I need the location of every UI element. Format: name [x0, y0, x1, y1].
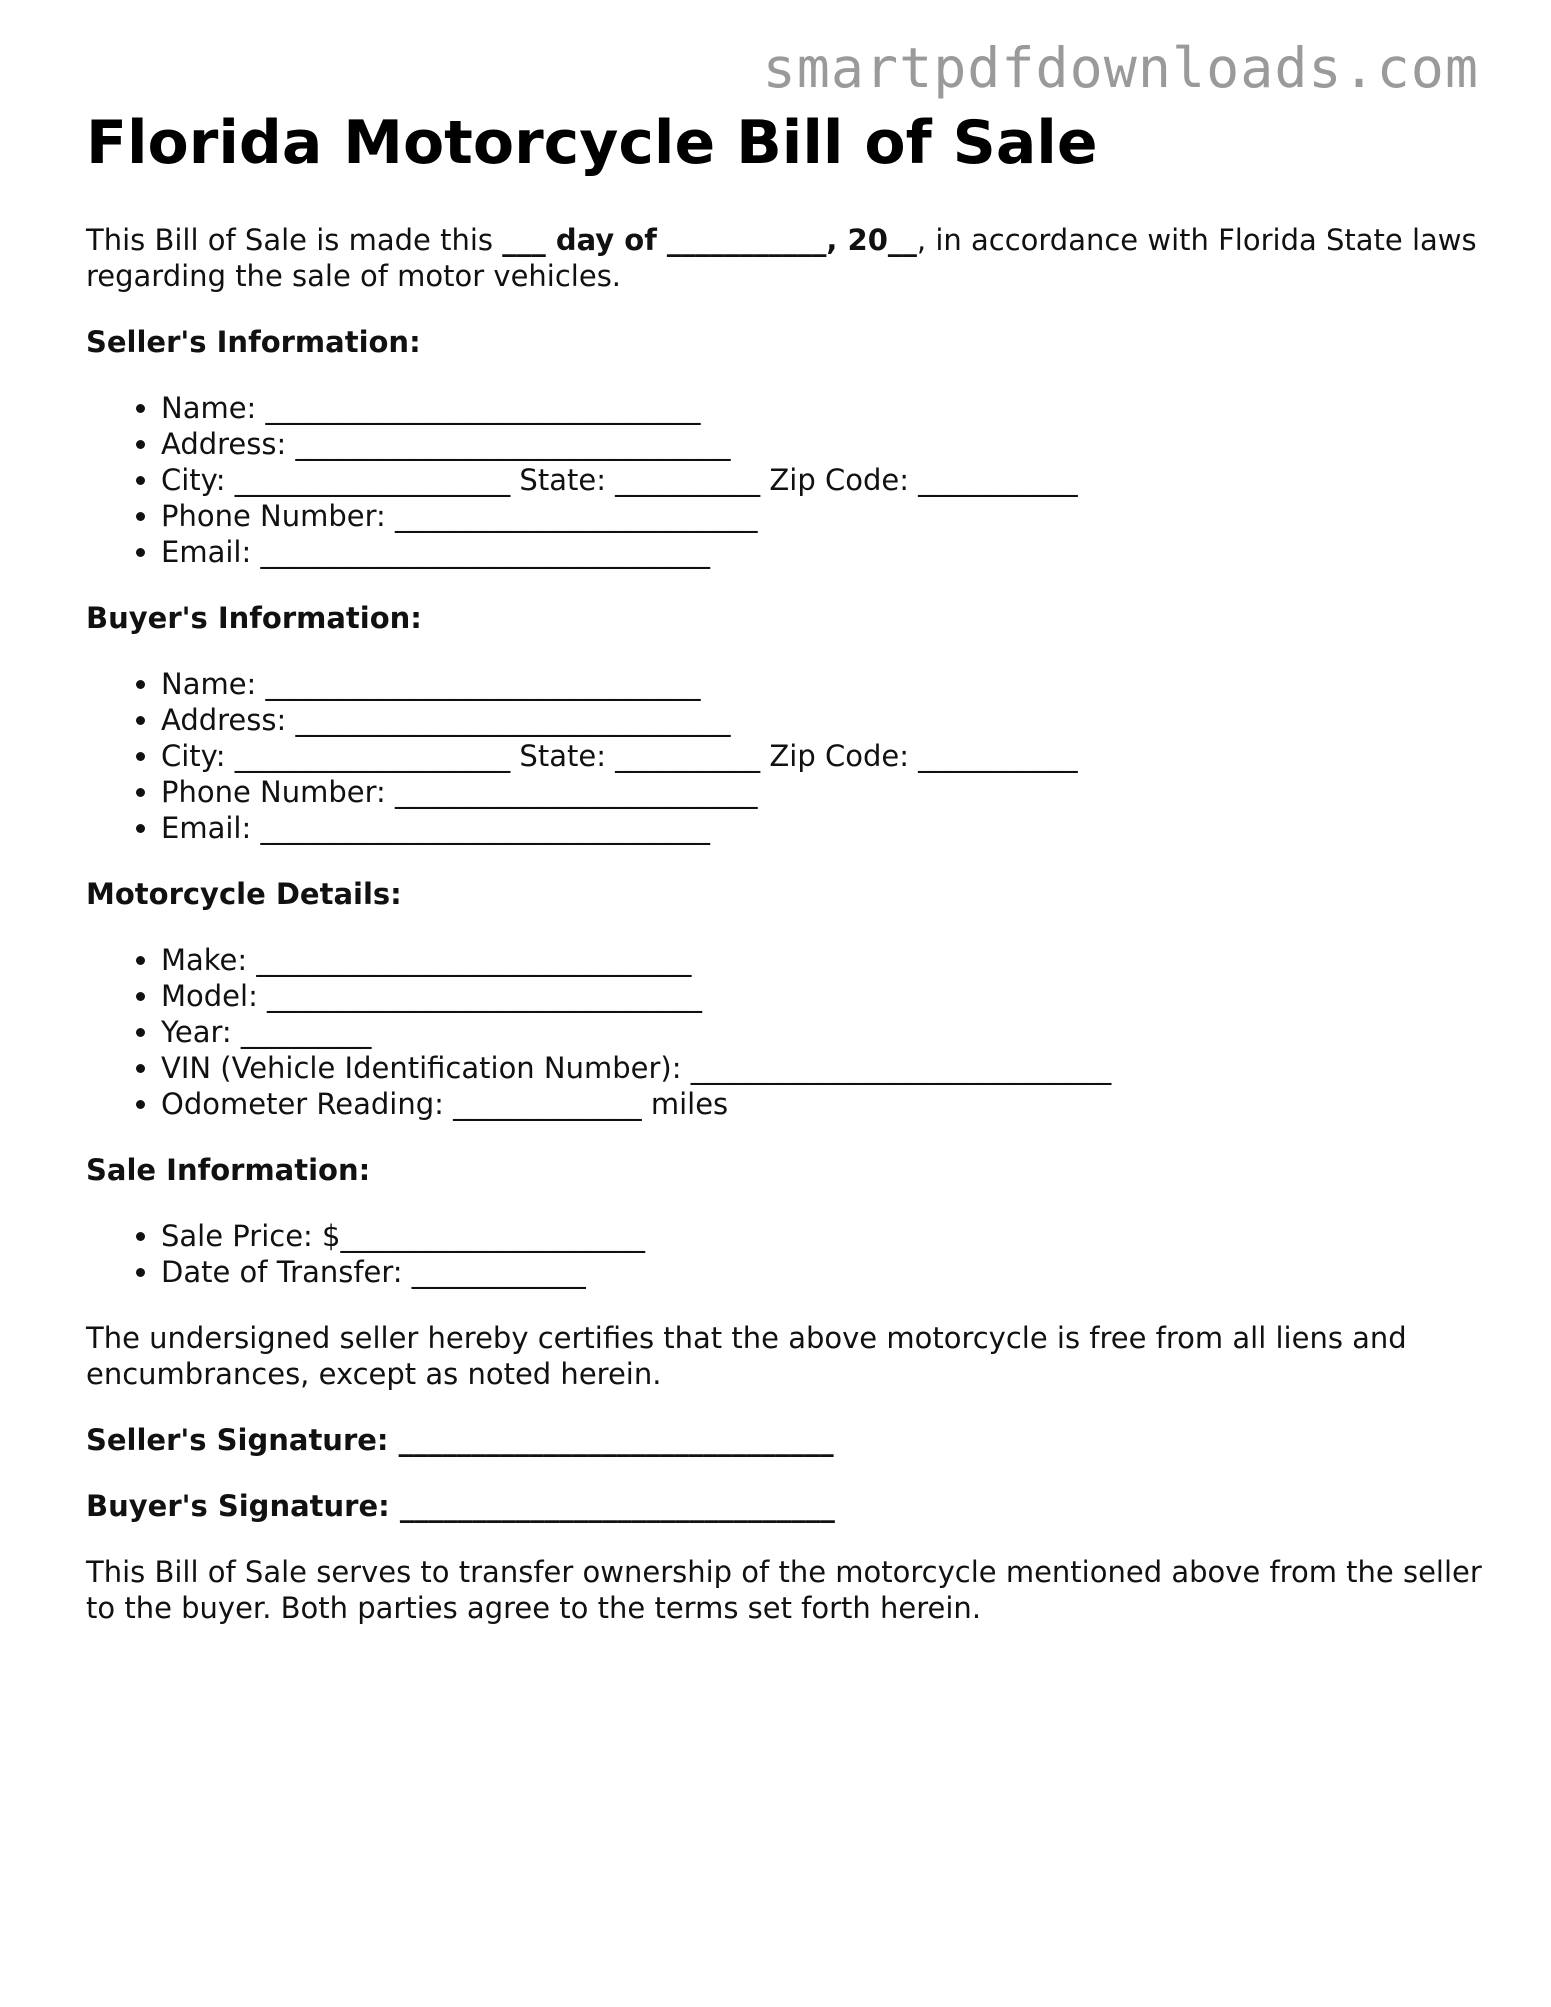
- transfer-date-field: • Date of Transfer: ____________: [161, 1254, 1486, 1290]
- odometer-field: • Odometer Reading: _____________ miles: [161, 1086, 1486, 1122]
- buyer-city-state-zip-field: • City: ___________________ State: __________ Zip Code: ___________: [161, 738, 1486, 774]
- buyer-list: [86, 666, 1486, 846]
- intro-paragraph: [86, 222, 1486, 294]
- page-title: Florida Motorcycle Bill of Sale: [86, 108, 1098, 178]
- intro-text-2: , in accordance with Florida State laws regarding the sale of motor vehicles.: [86, 223, 1477, 293]
- motorcycle-list: [86, 942, 1486, 1122]
- seller-heading: Seller's Information:: [86, 325, 421, 359]
- certification-paragraph: The undersigned seller hereby certifies that the above motorcycle is free from all liens and encumbrances, except as noted herein.: [86, 1321, 1407, 1391]
- sale-list: [86, 1218, 1486, 1290]
- buyer-signature-line: Buyer's Signature: ______________________________: [86, 1489, 835, 1523]
- buyer-phone-field: • Phone Number: _________________________: [161, 774, 1486, 810]
- sale-heading: Sale Information:: [86, 1153, 371, 1187]
- motorcycle-heading: Motorcycle Details:: [86, 877, 402, 911]
- seller-phone-field: • Phone Number: _________________________: [161, 498, 1486, 534]
- make-field: • Make: ______________________________: [161, 942, 1486, 978]
- intro-text-1: This Bill of Sale is made this: [86, 223, 503, 257]
- intro-date-blank: ___ day of ___________, 20__: [502, 223, 917, 257]
- vin-field: • VIN (Vehicle Identification Number): _____________________________: [161, 1050, 1486, 1086]
- watermark: smartpdfdownloads.com: [762, 36, 1479, 100]
- seller-city-state-zip-field: • City: ___________________ State: __________ Zip Code: ___________: [161, 462, 1486, 498]
- seller-email-field: • Email: _______________________________: [161, 534, 1486, 570]
- buyer-email-field: • Email: _______________________________: [161, 810, 1486, 846]
- model-field: • Model: ______________________________: [161, 978, 1486, 1014]
- seller-signature-line: Seller's Signature: ______________________________: [86, 1423, 834, 1457]
- document-page: [86, 108, 1486, 1626]
- closing-paragraph: This Bill of Sale serves to transfer ownership of the motorcycle mentioned above from the seller to the buyer. Both parties agree to the terms set forth herein.: [86, 1555, 1482, 1625]
- sale-price-field: • Sale Price: $_____________________: [161, 1218, 1486, 1254]
- seller-address-field: • Address: ______________________________: [161, 426, 1486, 462]
- buyer-address-field: • Address: ______________________________: [161, 702, 1486, 738]
- buyer-name-field: • Name: ______________________________: [161, 666, 1486, 702]
- buyer-heading: Buyer's Information:: [86, 601, 422, 635]
- seller-name-field: • Name: ______________________________: [161, 390, 1486, 426]
- seller-list: [86, 390, 1486, 570]
- year-field: • Year: _________: [161, 1014, 1486, 1050]
